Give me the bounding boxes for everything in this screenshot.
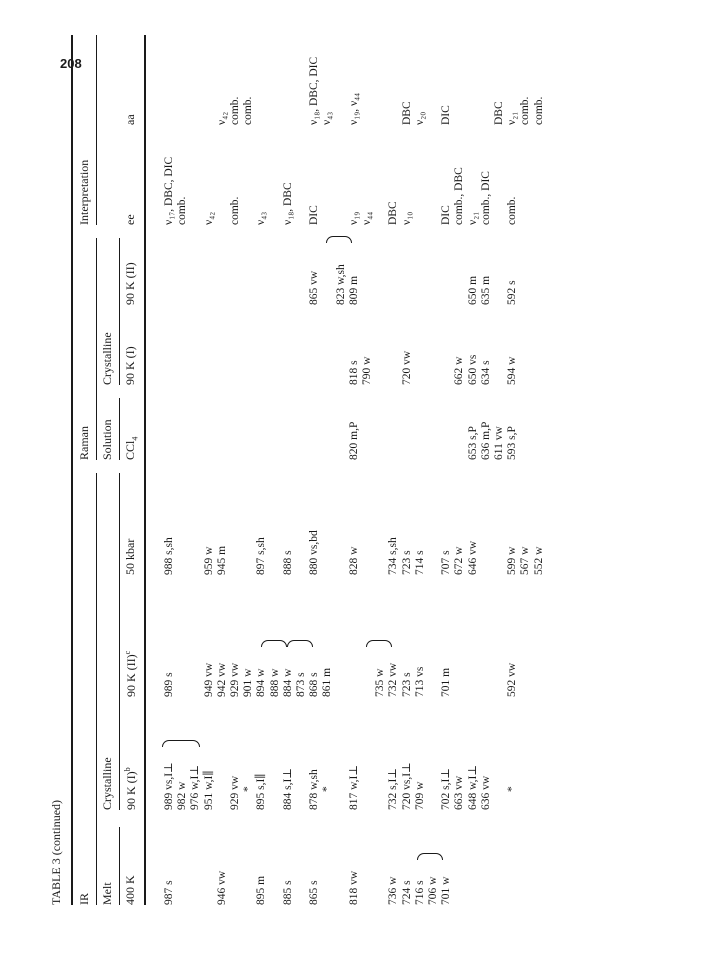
header-ccl4-sub: 4 [130, 436, 140, 441]
cell-r1: 790 w [361, 356, 373, 385]
cell-ir2: 735 w [374, 668, 387, 697]
cell-ir1: 709 w [413, 781, 426, 810]
cell-ir2: 901 w [242, 668, 255, 697]
cell-ir1: 884 s,I⊥ [281, 767, 294, 810]
cell-melt: 724 s [400, 880, 413, 905]
cell-r2: 650 m [466, 275, 479, 305]
cell-melt: 885 s [281, 880, 294, 905]
cell-ir2: 942 vw [215, 662, 228, 697]
footnote-b: b [123, 767, 132, 772]
melt-rule [119, 827, 120, 905]
cell-r1: 594 w [506, 356, 519, 385]
cell-ir2: 868 s [308, 672, 321, 697]
header-90k-ii-ir-label: 90 K (II) [124, 654, 138, 697]
rotated-table [45, 35, 685, 905]
header-90k-ii-raman: 90 K (II) [123, 262, 137, 305]
cell-melt: 946 vw [215, 870, 228, 905]
cell-aa: ν₄₃ [321, 111, 334, 125]
cell-r2: 592 s [506, 280, 519, 305]
cell-ir2: 888 w [268, 668, 281, 697]
cell-kbar: 707 s [440, 550, 453, 575]
solution-rule [119, 398, 120, 460]
cell-melt: 736 w [387, 876, 400, 905]
cell-ir1: 895 s,I∥ [255, 773, 268, 810]
header-aa: aa [123, 114, 137, 125]
cell-ee: ν₁₀ [400, 211, 413, 225]
cell-ir1: 817 w,I⊥ [347, 764, 360, 810]
table-top-rule [71, 35, 73, 905]
cell-melt: 818 vw [347, 870, 360, 905]
cell-r1: 818 s [347, 360, 360, 385]
header-ee: ee [123, 214, 137, 225]
cell-kbar: 734 s,sh [387, 537, 400, 575]
table-caption: TABLE 3 (continued) [49, 799, 63, 905]
cell-melt: 895 m [255, 875, 268, 905]
cell-kbar: 714 s [413, 550, 426, 575]
header-ir: IR [77, 893, 91, 905]
header-bottom-rule [144, 35, 146, 905]
header-50kbar: 50 kbar [123, 538, 137, 575]
cell-ir2: 592 vw [506, 662, 519, 697]
cell-ir1: 989 vs,I⊥ [163, 762, 175, 810]
header-90k-i-raman: 90 K (I) [123, 346, 137, 385]
cell-kbar: 552 w [532, 546, 545, 575]
cell-aa: comb. [532, 96, 545, 125]
cell-aa: ν₂₁ [506, 111, 519, 125]
cell-ir1: 663 vw [453, 775, 466, 810]
cell-ir2: 894 w [255, 668, 268, 697]
cell-ir1: 636 vw [479, 775, 492, 810]
cell-kbar: 599 w [506, 546, 519, 575]
cell-r2: 823 w,sh [334, 264, 347, 305]
cell-aa: DIC [440, 105, 453, 125]
cell-ir2: 884 w [281, 668, 294, 697]
cell-r1: 650 vs [466, 354, 479, 385]
brace-ir2-735-732 [366, 640, 392, 647]
cell-kbar: 723 s [400, 550, 413, 575]
cell-ir1: * [242, 786, 255, 792]
interp-rule [96, 35, 97, 225]
cell-ee: DBC [387, 201, 400, 225]
cell-ee: ν₄₂ [202, 211, 215, 225]
cell-kbar: 646 vw [466, 540, 479, 575]
cell-r2: 809 m [347, 275, 360, 305]
ir-rule [96, 473, 97, 905]
header-90k-i-ir-label: 90 K (I) [124, 771, 138, 810]
cell-ee: ν₁₈, DBC [281, 182, 294, 225]
header-ccl4 [123, 437, 139, 460]
cell-ir2: 949 vw [202, 662, 215, 697]
brace-ir2-888-884 [261, 640, 287, 647]
cell-kbar: 945 m [215, 545, 228, 575]
brace-ir1-989-976 [162, 740, 200, 747]
cell-ir1: * [506, 786, 519, 792]
cell-kbar: 897 s,sh [255, 537, 268, 575]
crystalline-ir-rule [119, 473, 120, 810]
cell-ee: ν₄₄ [361, 211, 373, 225]
footnote-c: c [123, 650, 132, 655]
cell-ir2: 732 vw [387, 662, 400, 697]
cell-aa: ν₂₀ [413, 111, 426, 125]
header-interpretation: Interpretation [77, 159, 91, 225]
cell-kbar: 888 s [281, 550, 294, 575]
cell-kbar: 880 vs,bd [308, 530, 321, 575]
cell-r1: 720 vw [400, 350, 413, 385]
cell-ir1: 648 w,I⊥ [466, 764, 479, 810]
cell-aa: ν₁₈, DBC, DIC [308, 56, 321, 125]
cell-ir1: * [321, 786, 334, 792]
cell-ir1: 929 vw [229, 775, 241, 810]
cell-aa: comb. [229, 96, 241, 125]
cell-melt: 716 s [413, 880, 426, 905]
cell-aa: comb. [519, 96, 532, 125]
cell-ee: ν₂₁ [466, 211, 479, 225]
cell-ee: DIC [308, 205, 321, 225]
cell-ee: ν₁₇, DBC, DIC [163, 156, 175, 225]
cell-kbar: 672 w [453, 546, 466, 575]
header-90k-i-ir [123, 767, 139, 810]
header-raman: Raman [77, 426, 91, 460]
cell-ir2: 873 s [295, 672, 307, 697]
cell-ir2: 989 s [163, 672, 175, 697]
cell-ir1: 982 w [176, 781, 189, 810]
cell-ir2: 861 m [321, 667, 334, 697]
cell-ccl4: 593 s,P [506, 426, 519, 460]
cell-ccl4: 653 s,P [466, 426, 479, 460]
cell-ee: comb., DIC [479, 171, 492, 225]
cell-ccl4: 820 m,P [347, 421, 360, 460]
cell-ir1: 732 s,I⊥ [387, 767, 400, 810]
cell-ir2: 929 vw [229, 662, 241, 697]
cell-kbar: 828 w [347, 546, 360, 575]
cell-ccl4: 611 vw [493, 426, 505, 460]
cell-melt: 987 s [163, 880, 175, 905]
cell-ee: comb. [229, 196, 241, 225]
cell-ee: ν₄₃ [255, 211, 268, 225]
header-90k-ii-ir [123, 651, 139, 697]
cell-kbar: 988 s,sh [163, 537, 175, 575]
header-melt: Melt [100, 882, 114, 905]
header-solution: Solution [100, 419, 114, 460]
header-crystalline-raman: Crystalline [100, 332, 114, 385]
cell-aa: DBC [400, 101, 413, 125]
cell-ir2: 723 s [400, 672, 413, 697]
cell-ee: ν₁₉ [347, 211, 360, 225]
cell-aa: ν₄₂ [215, 111, 228, 125]
cell-ccl4: 636 m,P [479, 421, 492, 460]
cell-r1: 662 w [453, 356, 466, 385]
cell-ir2: 713 vs [413, 666, 426, 697]
cell-r1: 634 s [479, 360, 492, 385]
cell-melt: 706 w [427, 876, 439, 905]
cell-ee: DIC [440, 205, 453, 225]
cell-ee: comb., DBC [453, 167, 466, 225]
brace-melt-706-701 [417, 853, 443, 860]
cell-ir1: 702 s,I⊥ [440, 767, 453, 810]
cell-ir1: 976 w,I⊥ [189, 764, 202, 810]
cell-aa: comb. [242, 96, 255, 125]
cell-ee: comb. [506, 196, 519, 225]
cell-ir1: 878 w,sh [308, 769, 321, 810]
cell-ir1: 720 vs,I⊥ [400, 762, 413, 810]
crystalline-raman-rule [119, 238, 120, 385]
header-ccl4-label: CCl [123, 440, 137, 460]
cell-ir1: 951 w,I∥ [202, 770, 215, 810]
header-crystalline-ir: Crystalline [100, 757, 114, 810]
cell-ee: comb. [176, 196, 189, 225]
cell-aa: DBC [493, 101, 505, 125]
header-400k: 400 K [123, 875, 137, 905]
brace-ir2-873-868 [287, 640, 313, 647]
cell-r2: 865 vw [308, 270, 321, 305]
cell-melt: 701 w [440, 876, 453, 905]
brace-raman2-823-809 [326, 236, 352, 243]
raman-rule [96, 238, 97, 460]
cell-aa: ν₁₉, ν₄₄ [347, 92, 360, 125]
cell-kbar: 567 w [519, 546, 532, 575]
page-number: 208 [60, 56, 82, 71]
cell-ir2: 701 m [440, 667, 453, 697]
cell-kbar: 959 w [202, 546, 215, 575]
cell-r2: 635 m [479, 275, 492, 305]
cell-melt: 865 s [308, 880, 321, 905]
